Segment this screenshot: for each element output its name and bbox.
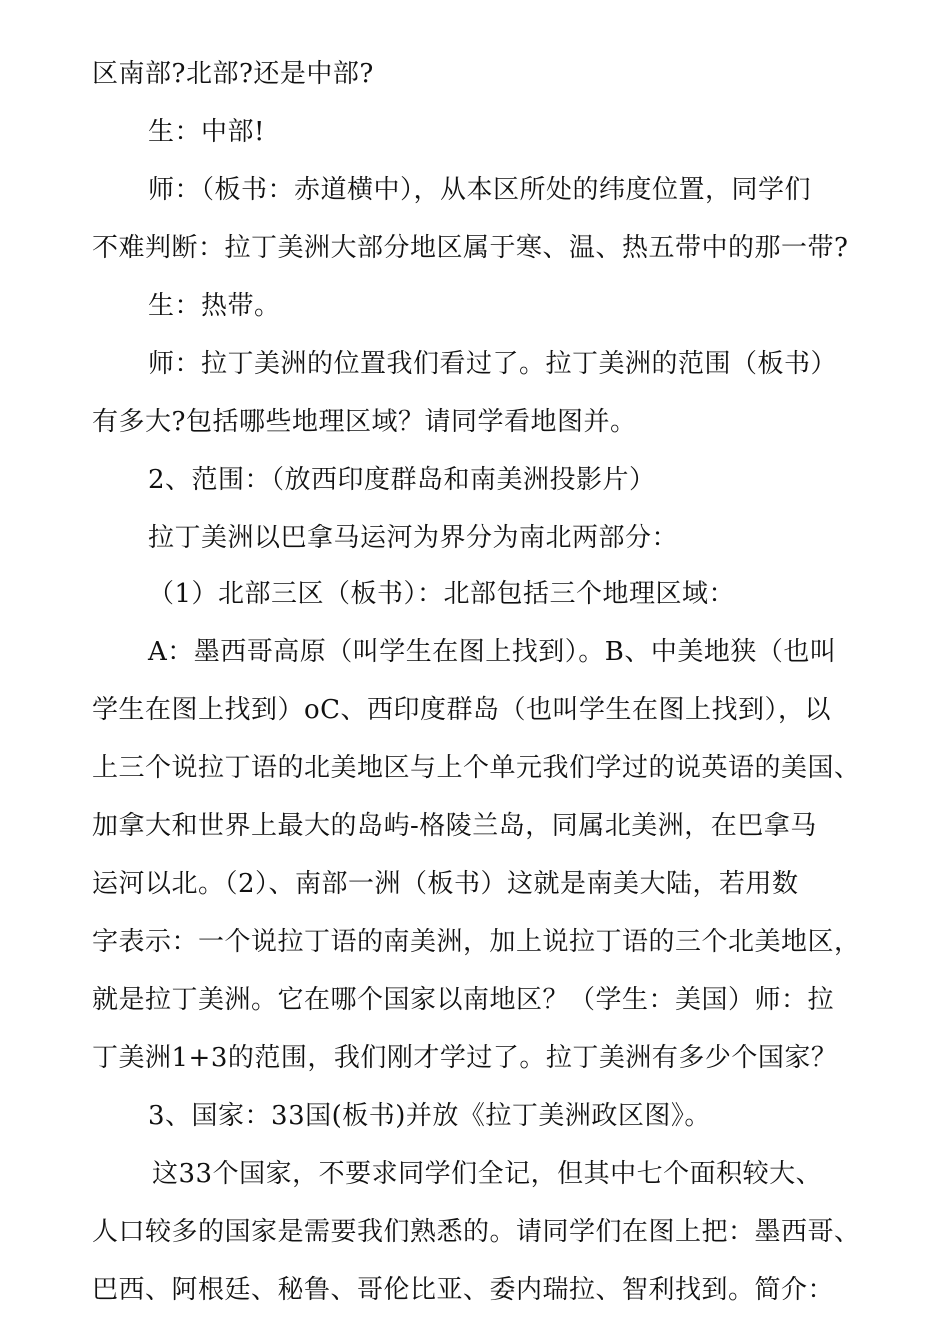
text-line-16: 字表示：一个说拉丁语的南美洲，加上说拉丁语的三个北美地区， [92,927,861,957]
text-line-22: 巴西、阿根廷、秘鲁、哥伦比亚、委内瑞拉、智利找到。简介： [92,1275,835,1305]
text-line-2: 生：中部! [148,117,265,147]
text-line-15: 运河以北。（2）、南部一洲（板书）这就是南美大陆，若用数 [92,869,799,899]
text-line-9: 拉丁美洲以巴拿马运河为界分为南北两部分： [148,523,679,553]
text-line-5: 生：热带。 [148,291,281,321]
text-line-8: 2、范围：（放西印度群岛和南美洲投影片） [148,465,656,495]
text-line-1: 区南部?北部?还是中部? [92,59,374,89]
text-line-3: 师：（板书：赤道横中），从本区所处的纬度位置，同学们 [148,175,812,205]
text-line-18: 丁美洲1+3的范围，我们刚才学过了。拉丁美洲有多少个国家？ [92,1043,838,1073]
text-line-19: 3、国家：33国(板书)并放《拉丁美洲政区图》。 [148,1101,711,1131]
text-line-21: 人口较多的国家是需要我们熟悉的。请同学们在图上把：墨西哥、 [92,1217,861,1247]
text-line-20: 这33个国家，不要求同学们全记，但其中七个面积较大、 [152,1159,823,1189]
text-line-10: （1）北部三区（板书）：北部包括三个地理区域： [148,579,736,609]
text-line-12: 学生在图上找到）oC、西印度群岛（也叫学生在图上找到），以 [92,695,832,725]
text-line-11: A：墨西哥高原（叫学生在图上找到）。B、中美地狭（也叫 [148,637,837,667]
text-line-4: 不难判断：拉丁美洲大部分地区属于寒、温、热五带中的那一带? [92,233,849,263]
text-line-14: 加拿大和世界上最大的岛屿-格陵兰岛，同属北美洲，在巴拿马 [92,811,817,841]
text-line-7: 有多大?包括哪些地理区域？请同学看地图并。 [92,407,637,437]
text-line-13: 上三个说拉丁语的北美地区与上个单元我们学过的说英语的美国、 [92,753,861,783]
text-line-6: 师：拉丁美洲的位置我们看过了。拉丁美洲的范围（板书） [148,349,838,379]
text-line-17: 就是拉丁美洲。它在哪个国家以南地区？（学生：美国）师：拉 [92,985,835,1015]
